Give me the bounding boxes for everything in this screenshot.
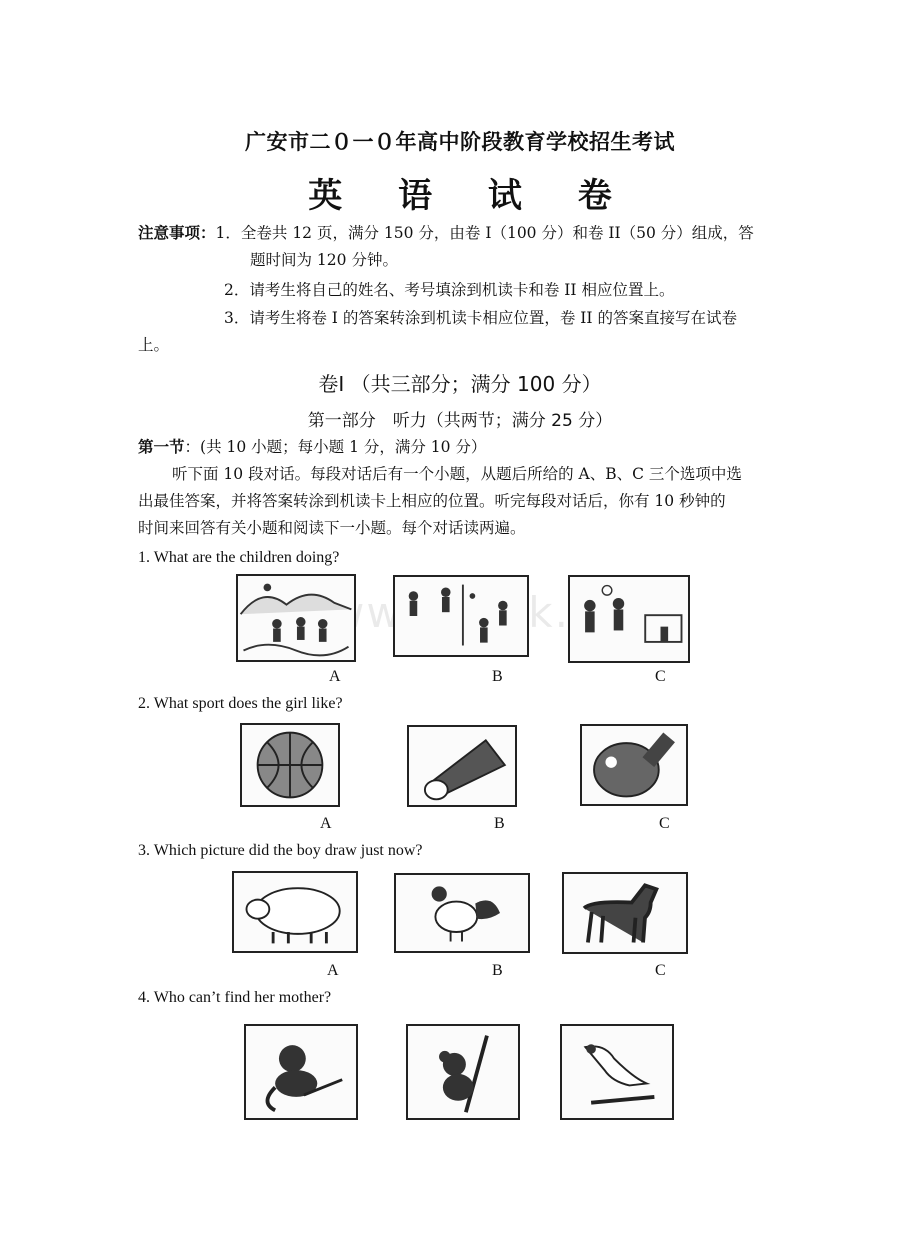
note-2-text: 请考生将自己的姓名、考号填涂到机读卡和卷 II 相应位置上。 bbox=[249, 281, 675, 299]
bird-icon bbox=[560, 1024, 674, 1120]
question-3: 3. Which picture did the boy draw just now? bbox=[138, 842, 423, 859]
pig-icon bbox=[232, 871, 358, 953]
note-1-number: 1． bbox=[215, 224, 241, 242]
q1-option-a: A bbox=[329, 668, 341, 685]
children-school-icon bbox=[568, 575, 690, 663]
exam-subtitle: 英 语 试 卷 bbox=[308, 176, 634, 216]
shuttlecock-icon bbox=[407, 725, 517, 807]
koala-icon bbox=[406, 1024, 520, 1120]
instruction-line-2: 出最佳答案，并将答案转涂到机读卡上相应的位置。听完每段对话后，你有 10 秒钟的 bbox=[138, 492, 726, 510]
note-1-text: 全卷共 12 页，满分 150 分，由卷 I（100 分）和卷 II（50 分）组成，答 bbox=[240, 224, 754, 242]
section-title: 卷Ⅰ （共三部分；满分 100 分） bbox=[318, 372, 602, 396]
horse-icon bbox=[562, 872, 688, 954]
q1-option-c: C bbox=[655, 668, 666, 685]
q3-option-c: C bbox=[655, 962, 666, 979]
notes-block bbox=[138, 222, 754, 244]
subsection-header bbox=[138, 436, 486, 458]
ping-pong-paddle-icon bbox=[580, 724, 688, 806]
q2-option-b: B bbox=[494, 815, 505, 832]
rooster-icon bbox=[394, 873, 530, 953]
question-2: 2. What sport does the girl like? bbox=[138, 695, 343, 712]
instruction-line-1: 听下面 10 段对话。每段对话后有一个小题，从题后所给的 A、B、C 三个选项中选 bbox=[172, 465, 742, 483]
q3-option-a: A bbox=[327, 962, 339, 979]
notes-label: 注意事项： bbox=[138, 224, 216, 242]
q1-option-b: B bbox=[492, 668, 503, 685]
basketball-icon bbox=[240, 723, 340, 807]
note-2 bbox=[224, 279, 674, 301]
note-2-number: 2． bbox=[224, 281, 250, 299]
children-picnic-icon bbox=[236, 574, 356, 662]
q2-option-c: C bbox=[659, 815, 670, 832]
note-3-number: 3． bbox=[224, 309, 250, 327]
instruction-line-3: 时间来回答有关小题和阅读下一小题。每个对话读两遍。 bbox=[138, 519, 526, 537]
note-1-continuation: 题时间为 120 分钟。 bbox=[250, 251, 398, 269]
subsection-info: ：(共 10 小题；每小题 1 分，满分 10 分） bbox=[184, 438, 487, 456]
children-ball-game-icon bbox=[393, 575, 529, 657]
q2-option-a: A bbox=[320, 815, 332, 832]
note-3 bbox=[224, 307, 737, 329]
part-title: 第一部分 听力（共两节；满分 25 分） bbox=[307, 411, 613, 431]
monkey-icon bbox=[244, 1024, 358, 1120]
subsection-label: 第一节 bbox=[138, 438, 185, 456]
note-3-text: 请考生将卷 I 的答案转涂到机读卡相应位置，卷 II 的答案直接写在试卷 bbox=[249, 309, 737, 327]
exam-title: 广安市二０一０年高中阶段教育学校招生考试 bbox=[245, 130, 675, 154]
question-4: 4. Who can’t find her mother? bbox=[138, 989, 332, 1006]
q3-option-b: B bbox=[492, 962, 503, 979]
question-1: 1. What are the children doing? bbox=[138, 549, 340, 566]
note-3-continuation: 上。 bbox=[138, 336, 170, 354]
